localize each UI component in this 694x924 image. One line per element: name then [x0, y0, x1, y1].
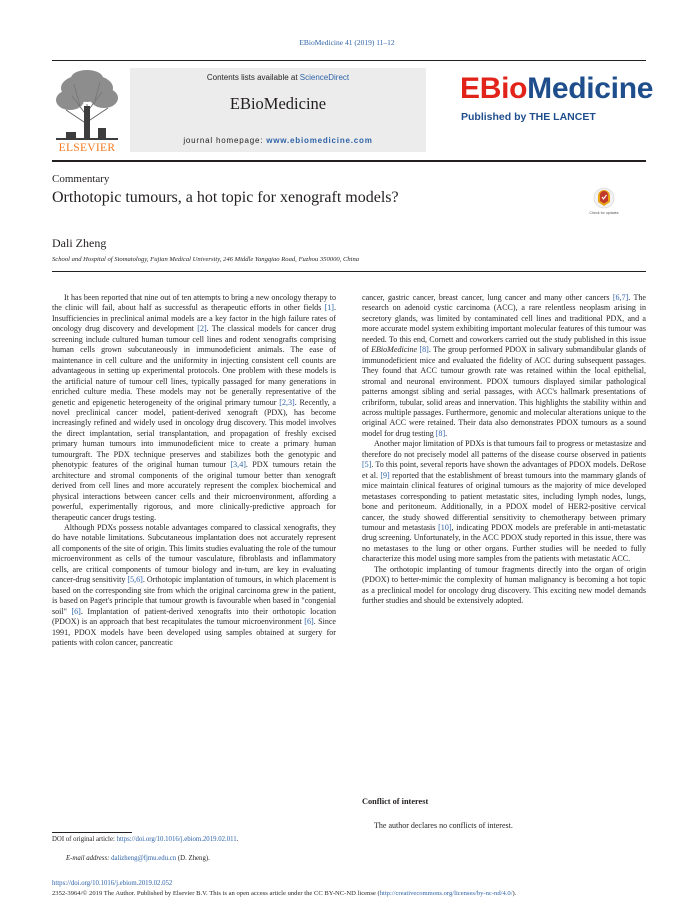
text-run: . Since 1991, PDOX models have been developed using samples obtained at surgery for patients with colon cancer, pancreatic: [52, 617, 336, 647]
citation-link[interactable]: [6]: [71, 606, 81, 616]
header-rule: [52, 160, 646, 162]
text-run: It has been reported that nine out of ten attempts to bring a new oncology therapy to the clinic will fail, about half as successful as therapeutic efforts in other fields: [52, 293, 336, 313]
homepage-prefix: journal homepage:: [183, 136, 267, 145]
body-column-right: [362, 293, 646, 607]
license-text: 2352-3964/© 2019 The Author. Published by Elsevier B.V. This is an open access article under the CC BY-NC-ND license (: [52, 890, 380, 897]
homepage-line: [130, 136, 426, 145]
text-run: reported that the establishment of breast tumours into the mammary glands of mice maintain clinical features of original tumours as the majority of mice developed metastases corresponding to patient metastatic sites, including lymph nodes, lungs, bone and peritoneum. Additionally, in a PDOX model of HER2-positive cervical cancer, the study showed differential sensitivity to chemotherapy between primary tumour and metastasis: [362, 470, 647, 532]
affiliation-rule: [52, 271, 646, 272]
paragraph: [362, 293, 646, 439]
citation-link[interactable]: [6]: [304, 617, 314, 627]
published-by-lancet: Published by THE LANCET: [461, 111, 596, 123]
email-link[interactable]: dalizheng@fjmu.edu.cn: [111, 855, 177, 862]
citation-link[interactable]: [5,6]: [127, 575, 143, 585]
top-rule: [52, 60, 646, 61]
check-updates-label: Check for updates: [589, 211, 619, 215]
license-line: [52, 890, 516, 897]
license-end: ).: [512, 890, 517, 897]
citation-link[interactable]: [6,7]: [612, 293, 629, 302]
homepage-link[interactable]: www.ebiomedicine.com: [266, 136, 373, 145]
paragraph: [52, 293, 336, 523]
logo-bio: Bio: [479, 72, 528, 105]
body-column-left: [52, 293, 336, 648]
journal-reference[interactable]: EBioMedicine 41 (2019) 11–12: [299, 38, 395, 47]
author-name: Dali Zheng: [52, 236, 107, 250]
text-run: . Orthotopic implantation of tumours, in which placement is based on the corresponding site from which the original carcinoma grew in the patient, is based on Paget's principle that tumour growth is favourable when based in "congenial soil": [52, 575, 336, 616]
sciencedirect-link[interactable]: ScienceDirect: [299, 73, 350, 82]
logo-e: E: [460, 72, 480, 105]
citation-link[interactable]: [8]: [435, 428, 446, 438]
email-label: E-mail address:: [66, 855, 112, 862]
text-run: . The classical models for cancer drug screening include cultured human tumour cell lines and rodent xenografts comprising human cells grown subcutaneously in immunodeficient animals. The ease of maintenance in cell culture and the uniformity in injecting consistent cell counts are advantageous in setting up experimental protocols. One problem with these models is the artificial nature of tumour cell lines, typically passaged for many generations in enriched culture media. These models may not be generally representative of the genetic and epigenetic heterogeneity of the original primary tumour: [52, 324, 336, 407]
ebiomedicine-logo[interactable]: [460, 72, 653, 106]
citation-link[interactable]: [5]: [362, 460, 372, 470]
paragraph: [362, 439, 646, 564]
text-run: . Insufficiencies in preclinical animal models are a key factor in the high failure rates of oncology drug discovery and development: [52, 303, 336, 334]
citation-link[interactable]: [3,4]: [230, 460, 246, 470]
author-affiliation: School and Hospital of Stomatology, Fujian Medical University, 246 Middle Yangqiao Road, Fuzhou 350000, China: [52, 256, 360, 263]
license-link[interactable]: http://creativecommons.org/licenses/by-nc-nd/4.0/: [379, 890, 513, 897]
text-run: Although PDXs possess notable advantages compared to classical xenografts, they do have notable limitations. Subcutaneous implantation does not accurately represent all components of the site of origin. This limits studies evaluating the role of the tumour microenvironment as cells of the tumour vasculature, fibroblasts and inflammatory cells, are critical components of tumour biology and in-turn, are key in evaluating cancer-drug sensitivity: [52, 522, 336, 585]
contents-line: [130, 73, 426, 82]
article-title: Orthotopic tumours, a hot topic for xenograft models?: [52, 189, 399, 206]
journal-name: EBioMedicine: [229, 94, 327, 113]
conflict-text: The author declares no conflicts of interest.: [374, 821, 513, 830]
text-run: . The group performed PDOX in salivary submandibular glands of immunodeficient mice and evaluated the fidelity of ACC during subsequent passages. They found that ACC tumour growth rate was retained within the local epithelial, stromal and neuronal environment. PDOX tumours displayed similar pathological patterns amongst sibling and serial passages, with ACC's hallmark presentations of cribriform, tubular, solid areas and innervation. This highlights the stability within and across multiple passages. Furthermore, genomic and molecular alterations unique to the original ACC were retained. Their data also demonstrates PDOX tumours as a sound model for drug testing: [362, 345, 647, 438]
text-run: Another major limitation of PDXs is that tumours fail to progress or metastasize and therefore do not precisely model all patterns of the disease course observed in patients: [362, 439, 646, 459]
text-run: cancer, gastric cancer, breast cancer, lung cancer and many other cancers: [362, 293, 613, 302]
text-run: . The research on adenoid cystic carcinoma (ACC), a rare relentless neoplasm arising in secretory glands, was limited by contaminated cell lines and traditional PDX, and a more accurate model system exhibiting important molecular features of this tumour was needed. To this end, Cornett and coworkers carried out the study published in this issue of: [362, 293, 646, 355]
paragraph: [362, 565, 646, 607]
citation-link[interactable]: [9]: [380, 470, 390, 480]
text-run: . Recently, a novel preclinical cancer model, patient-derived xenograft (PDX), has become increasingly refined and widely used in oncology drug discovery. This model involves the direct implantation, serial transplantation, and propagation of freshly excised primary human tumours into immunodeficient mice to create a primary human tumourgraft. The PDX technique preserves and stabilizes both the genotypic and phenotypic features of the original human tumour: [52, 397, 336, 470]
check-for-updates-icon[interactable]: [591, 187, 617, 221]
email-line: [66, 855, 210, 862]
email-name: (D. Zheng).: [176, 855, 210, 862]
article-doi-link[interactable]: https://doi.org/10.1016/j.ebiom.2019.02.052: [52, 880, 173, 887]
citation-link[interactable]: [2]: [197, 324, 207, 334]
conflict-heading: Conflict of interest: [362, 797, 429, 806]
citation-link[interactable]: [8]: [419, 345, 429, 355]
journal-italic: EBioMedicine: [371, 345, 418, 355]
elsevier-wordmark: ELSEVIER: [58, 142, 116, 154]
footnote-rule: [52, 832, 132, 833]
text-run: , indicating PDOX models are preferable in anti-metastatic drug screening. Unfortunately, in the ACC PDOX study reported in this issue, there was no metastases to the lung or other organs. Further studies will be needed to fully characterize this model using more samples from the patients with metastatic ACC.: [362, 522, 647, 564]
paragraph: [52, 523, 336, 648]
doi-original-label: DOI of original article:: [52, 836, 117, 843]
contents-prefix: Contents lists available at: [206, 73, 300, 82]
text-run: . PDX tumours retain the architecture and stromal components of the original tumour better than xenograft derived from cell lines and more accurately represent the complex biochemical and physical interactions between cancer cells and their microenvironment, affording a powerful, experimentally rigorous, and more clinically-predictive approach for therapeutic cancer drugs testing.: [52, 460, 336, 522]
text-run: . To this point, several reports have shown the advantages of PDOX models. DeRose et al.: [362, 460, 646, 480]
text-run: . Implantation of patient-derived xenografts into their orthotopic location (PDOX) is an approach that best recapitulates the tumour microenvironment: [52, 606, 336, 627]
logo-medicine: Medicine: [527, 72, 654, 105]
citation-link[interactable]: [10]: [438, 522, 452, 532]
doi-original-link[interactable]: https://doi.org/10.1016/j.ebiom.2019.02.011: [116, 836, 237, 843]
citation-link[interactable]: [2,3]: [279, 397, 295, 407]
citation-link[interactable]: [1]: [324, 303, 334, 313]
doi-original-end: .: [236, 836, 239, 843]
text-run: The orthotopic implanting of tumour fragments directly into the organ of origin (PDOX) to better-mimic the complexity of human malignancy is becoming a hot topic as a preclinical model for oncology drug discovery. This exciting new model demands further studies and should be extensively adopted.: [362, 564, 646, 606]
article-type: Commentary: [52, 173, 110, 185]
doi-original-line: [52, 836, 238, 843]
text-run: .: [445, 428, 448, 438]
